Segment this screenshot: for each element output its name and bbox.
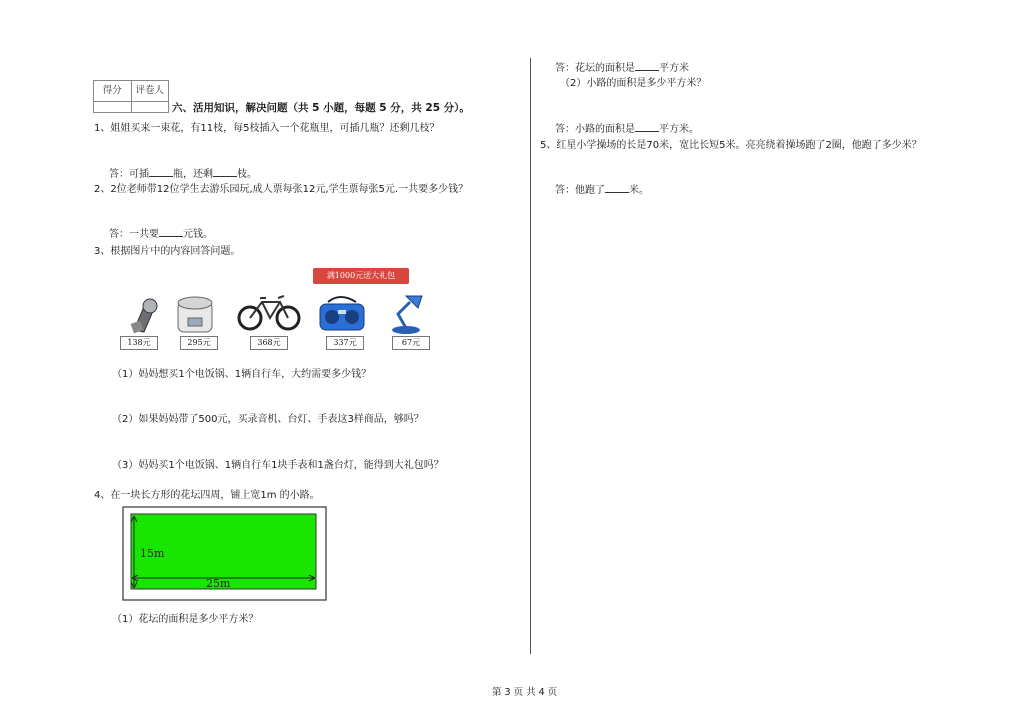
answer-blank[interactable] [159,227,183,237]
bicycle-icon [239,296,299,329]
question-4-sub-2: （2）小路的面积是多少平方米？ [560,78,707,89]
rice-cooker-icon [178,297,212,332]
page-footer: 第 3 页 共 4 页 [492,687,558,698]
question-1-text: 1、姐姐买来一束花，有11枝，每5枝插入一个花瓶里，可插几瓶？还剩几枝？ [94,123,440,134]
question-4-answer-2: 答：小路的面积是 平方米。 [555,124,699,135]
answer-blank[interactable] [635,122,659,132]
score-label: 得分 [94,81,132,101]
garden-diagram [122,506,328,602]
price-tag: 138元 [120,336,158,350]
watch-icon [131,299,157,333]
answer-blank[interactable] [213,167,237,177]
score-box-blank-row [93,100,169,113]
answer-blank[interactable] [605,183,629,193]
question-4-sub-1: （1）花坛的面积是多少平方米？ [112,614,259,625]
question-3-sub-1: （1）妈妈想买1个电饭锅、1辆自行车，大约需要多少钱？ [112,369,372,380]
grader-label: 评卷人 [135,85,164,96]
radio-icon [320,297,364,330]
score-box [93,80,169,102]
section-title: 六、活用知识，解决问题（共 5 小题，每题 5 分，共 25 分）。 [172,102,470,114]
price-tag: 368元 [250,336,288,350]
question-2-answer: 答：一共要 元钱。 [109,229,213,240]
question-1-answer: 答：可插 瓶，还剩 枝。 [109,169,257,180]
height-label: 15m [140,547,165,560]
price-tag: 295元 [180,336,218,350]
answer-blank[interactable] [149,167,173,177]
width-label: 25m [206,577,231,590]
question-3-sub-2: （2）如果妈妈带了500元，买录音机、台灯、手表这3样商品，够吗？ [112,414,424,425]
column-divider [530,58,531,654]
question-3-text: 3、根据图片中的内容回答问题。 [94,246,241,257]
question-5-text: 5、红星小学操场的长是70米，宽比长短5米。亮亮绕着操场跑了2圈，他跑了多少米？ [540,140,922,151]
question-5-answer: 答：他跑了 米。 [555,185,649,196]
question-3-sub-3: （3）妈妈买1个电饭锅、1辆自行车1块手表和1盏台灯，能得到大礼包吗？ [112,460,444,471]
question-4-text: 4、在一块长方形的花坛四周，铺上宽1m 的小路。 [94,490,320,501]
promo-banner: 满1000元送大礼包 [313,268,409,284]
question-2-text: 2、2位老师带12位学生去游乐园玩,成人票每张12元,学生票每张5元.一共要多少钱？ [94,184,469,195]
question-4-answer-1: 答：花坛的面积是 平方米 [555,63,689,74]
desk-lamp-icon [392,296,422,334]
product-illustrations [120,290,440,336]
price-tag: 337元 [326,336,364,350]
answer-blank[interactable] [635,61,659,71]
price-tag: 67元 [392,336,430,350]
